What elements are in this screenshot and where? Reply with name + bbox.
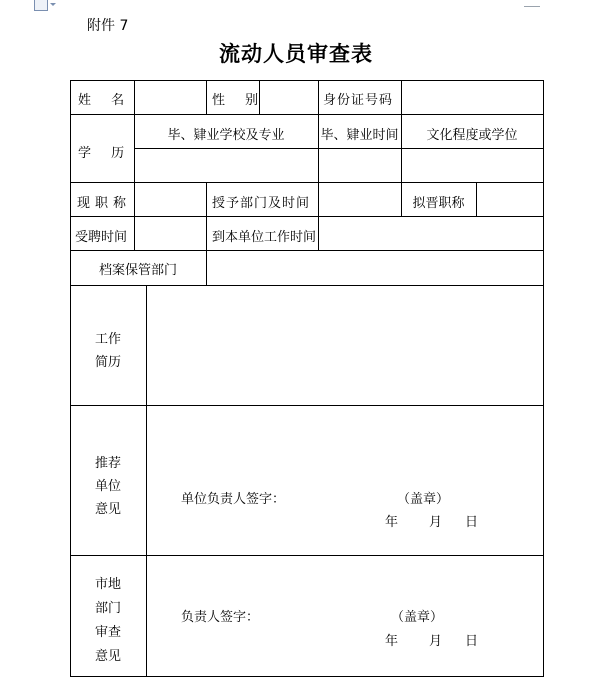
recommend-month-label: 月 bbox=[429, 515, 443, 530]
proposed-title-label: 拟晋职称 bbox=[412, 196, 465, 211]
city-review-label-line: 意见 bbox=[94, 649, 121, 664]
city-review-seal-label: （盖章） bbox=[391, 610, 444, 625]
degree-label: 文化程度或学位 bbox=[426, 128, 518, 143]
unit-leader-signature-label: 单位负责人签字： bbox=[181, 492, 286, 507]
leader-signature-label: 负责人签字： bbox=[181, 610, 260, 625]
table-rule bbox=[206, 182, 207, 216]
recommend-label-line: 单位 bbox=[94, 479, 121, 494]
city-review-label-line: 审查 bbox=[94, 625, 121, 640]
recommend-label-line: 意见 bbox=[94, 502, 121, 517]
city-review-label bbox=[93, 573, 123, 664]
table-rule bbox=[206, 80, 207, 114]
grant-dept-time-field[interactable] bbox=[319, 183, 401, 216]
school-major-label: 毕、肄业学校及专业 bbox=[167, 128, 285, 143]
city-review-month-label: 月 bbox=[429, 634, 443, 649]
table-rule bbox=[543, 80, 544, 677]
name-label: 姓 名 bbox=[78, 93, 133, 108]
arrival-time-field[interactable] bbox=[319, 217, 543, 250]
city-review-label-line: 市地 bbox=[94, 577, 121, 592]
table-rule bbox=[70, 80, 71, 677]
current-title-field[interactable] bbox=[135, 183, 206, 216]
recommend-day-label: 日 bbox=[465, 515, 479, 530]
city-review-label-line: 部门 bbox=[94, 601, 121, 616]
table-rule bbox=[70, 114, 544, 115]
gender-field[interactable] bbox=[260, 81, 318, 114]
gender-label: 性 别 bbox=[212, 93, 267, 108]
recommend-opinion-label bbox=[93, 452, 123, 517]
id-number-label: 身份证号码 bbox=[323, 93, 394, 108]
city-review-year-label: 年 bbox=[385, 634, 399, 649]
grad-time-field[interactable] bbox=[319, 149, 401, 182]
hire-time-field[interactable] bbox=[135, 217, 206, 250]
form-title: 流动人员审查表 bbox=[219, 42, 373, 66]
recommend-year-label: 年 bbox=[385, 515, 399, 530]
work-history-label-line: 工作 bbox=[94, 332, 121, 347]
current-title-label: 现职称 bbox=[77, 196, 132, 211]
recommend-label-line: 推荐 bbox=[94, 456, 121, 471]
archive-dept-field[interactable] bbox=[207, 251, 543, 285]
hire-time-label: 受聘时间 bbox=[75, 230, 128, 245]
education-label: 学 历 bbox=[78, 146, 133, 161]
grad-time-label: 毕、肄业时间 bbox=[320, 128, 399, 143]
table-rule bbox=[70, 676, 544, 677]
city-review-day-label: 日 bbox=[465, 634, 479, 649]
work-history-label-line: 简历 bbox=[94, 355, 121, 370]
proposed-title-field[interactable] bbox=[477, 183, 543, 216]
table-rule bbox=[206, 216, 207, 250]
work-history-field[interactable] bbox=[147, 286, 543, 405]
name-field[interactable] bbox=[135, 81, 206, 114]
recommend-opinion-field[interactable] bbox=[147, 406, 543, 555]
arrival-time-label: 到本单位工作时间 bbox=[212, 230, 317, 245]
school-major-field[interactable] bbox=[135, 149, 318, 182]
attachment-label: 附件 7 bbox=[87, 18, 129, 34]
table-rule bbox=[318, 80, 319, 114]
recommend-seal-label: （盖章） bbox=[397, 492, 450, 507]
degree-field[interactable] bbox=[402, 149, 543, 182]
id-number-field[interactable] bbox=[402, 81, 543, 114]
work-history-label bbox=[93, 328, 123, 370]
archive-dept-label: 档案保管部门 bbox=[98, 263, 177, 278]
grant-dept-time-label: 授予部门及时间 bbox=[212, 196, 311, 211]
